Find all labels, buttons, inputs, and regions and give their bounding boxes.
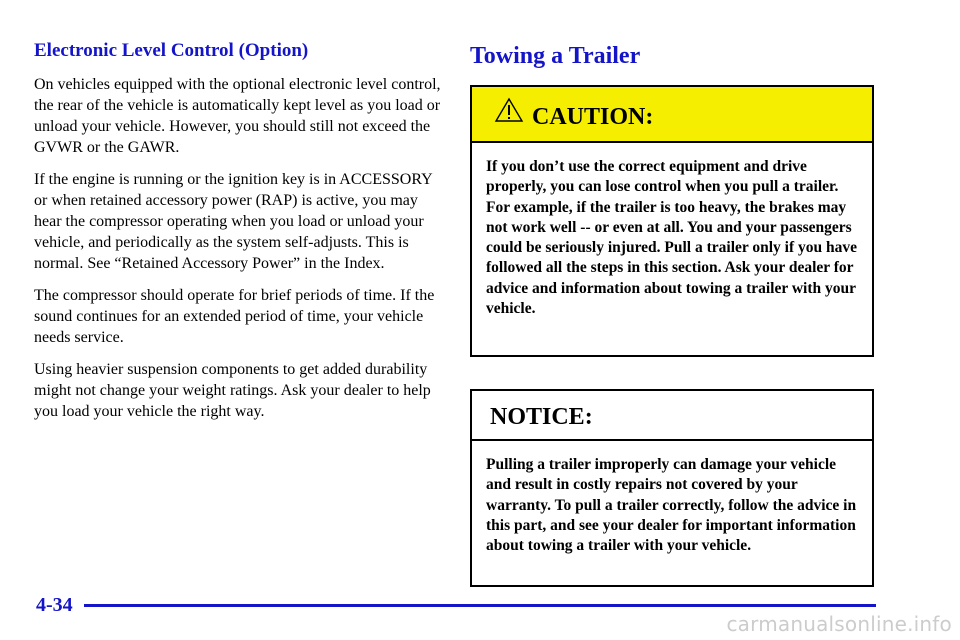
notice-label: NOTICE: — [490, 404, 593, 430]
section-heading-electronic-level-control: Electronic Level Control (Option) — [34, 40, 309, 61]
page-number: 4-34 — [36, 594, 73, 616]
watermark-text: carmanualsonline.info — [726, 612, 952, 636]
notice-box — [470, 389, 874, 587]
section-heading-towing-a-trailer: Towing a Trailer — [470, 43, 641, 69]
paragraph-3: The compressor should operate for brief periods of time. If the sound continues for an extended period of time, your vehicle needs service. — [34, 287, 435, 346]
left-column — [34, 40, 442, 433]
paragraph-2: If the engine is running or the ignition key is in ACCESSORY or when retained accessory power (RAP) is active, you may hear the compressor operating when you load or unload your vehicle, and periodically as the system self-adjusts. This is normal. See “Retained Accessory Power” in the Index. — [34, 171, 433, 272]
caution-text: If you don’t use the correct equipment and drive properly, you can lose control when you pull a trailer. For example, if the trailer is too heavy, the brakes may not work well -- or even at all. You and your passengers could be seriously injured. Pull a trailer only if you have followed all the steps in this section. Ask your dealer for advice and information about towing a trailer with your vehicle. — [486, 158, 858, 318]
notice-text: Pulling a trailer improperly can damage your vehicle and result in costly repairs not covered by your warranty. To pull a trailer correctly, follow the advice in this part, and see your dealer for important information about towing a trailer with your vehicle. — [486, 456, 857, 555]
paragraph-1: On vehicles equipped with the optional electronic level control, the rear of the vehicle is automatically kept level as you load or unload your vehicle. However, you should still not exceed the GVWR or the GAWR. — [34, 76, 441, 156]
caution-box — [470, 85, 874, 357]
notice-header — [472, 391, 872, 441]
caution-label: CAUTION: — [532, 104, 654, 130]
warning-triangle-icon — [494, 97, 524, 123]
caution-header — [472, 87, 872, 143]
paragraph-4: Using heavier suspension components to get added durability might not change your weight ratings. Ask your dealer to help you load your vehicle the right way. — [34, 361, 431, 420]
footer-rule — [84, 604, 876, 607]
